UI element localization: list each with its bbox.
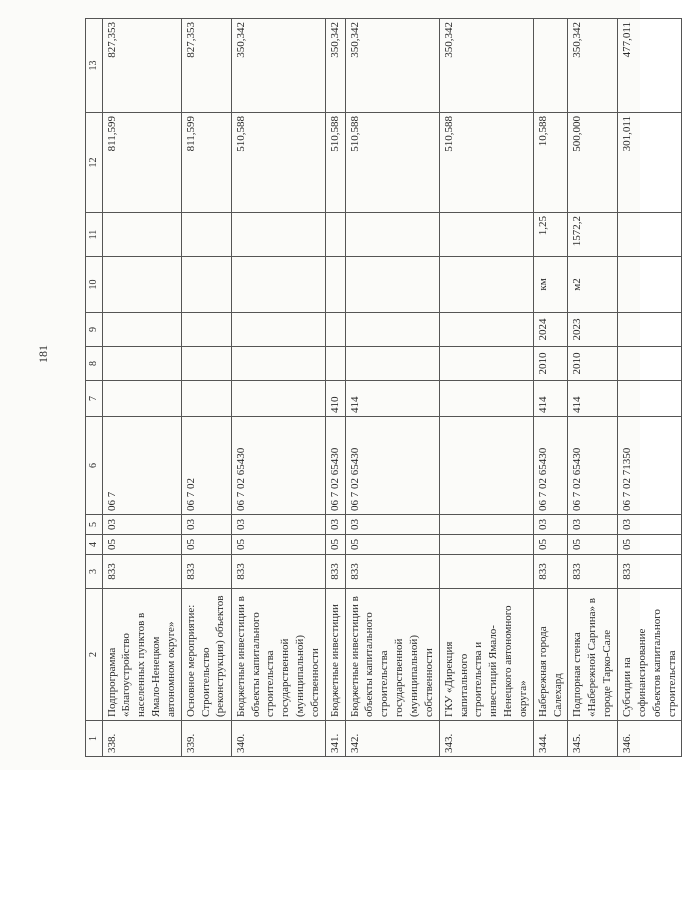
col-header: 5 (86, 515, 103, 535)
cell-col-9 (181, 313, 231, 347)
cell-col-6: 06 7 02 71350 (617, 417, 681, 515)
row-number-cell: 342. (345, 721, 439, 757)
cell-col-8 (181, 347, 231, 381)
cell-col-5: 03 (102, 515, 181, 535)
row-number-cell: 345. (568, 721, 618, 757)
col-header: 6 (86, 417, 103, 515)
table-row (533, 19, 568, 757)
cell-col-12: 10,588 (533, 113, 568, 213)
table-row (439, 19, 533, 757)
row-name-cell: Субсидии на софинансирование объектов капитального строительства (617, 589, 681, 721)
row-number-cell: 343. (439, 721, 533, 757)
cell-col-11: 1572,2 (568, 213, 618, 257)
col-header: 10 (86, 257, 103, 313)
cell-col-9 (325, 313, 345, 347)
cell-col-6: 06 7 02 65430 (345, 417, 439, 515)
col-header: 12 (86, 113, 103, 213)
table-row (181, 19, 231, 757)
cell-col-4: 05 (325, 535, 345, 555)
row-number-cell: 340. (231, 721, 325, 757)
cell-col-11 (345, 213, 439, 257)
cell-col-12: 301,011 (617, 113, 681, 213)
cell-col-5: 03 (533, 515, 568, 535)
cell-col-9 (345, 313, 439, 347)
row-number-cell: 346. (617, 721, 681, 757)
cell-col-7 (181, 381, 231, 417)
cell-col-5: 03 (325, 515, 345, 535)
cell-col-12: 510,588 (231, 113, 325, 213)
col-header: 3 (86, 555, 103, 589)
col-header: 9 (86, 313, 103, 347)
cell-col-7: 414 (345, 381, 439, 417)
cell-col-9 (231, 313, 325, 347)
cell-col-6: 06 7 02 (181, 417, 231, 515)
cell-col-9 (617, 313, 681, 347)
budget-table (85, 18, 682, 757)
cell-col-13: 477,011 (617, 19, 681, 113)
cell-col-6: 06 7 02 65430 (231, 417, 325, 515)
table-row (325, 19, 345, 757)
cell-col-3: 833 (617, 555, 681, 589)
col-header: 4 (86, 535, 103, 555)
cell-col-8 (231, 347, 325, 381)
row-name-cell: Набережная города Салехард (533, 589, 568, 721)
cell-col-11 (102, 213, 181, 257)
table-row (345, 19, 439, 757)
cell-col-9: 2023 (568, 313, 618, 347)
cell-col-3: 833 (325, 555, 345, 589)
cell-col-6: 06 7 02 65430 (325, 417, 345, 515)
row-name-cell: Подпорная стенка «Набережной Саргина» в городе Тарко-Сале (568, 589, 618, 721)
cell-col-6: 06 7 02 65430 (568, 417, 618, 515)
cell-col-13 (533, 19, 568, 113)
cell-col-9 (439, 313, 533, 347)
row-number-cell: 338. (102, 721, 181, 757)
cell-col-13: 827,353 (102, 19, 181, 113)
cell-col-8 (439, 347, 533, 381)
cell-col-11 (617, 213, 681, 257)
cell-col-10: м2 (568, 257, 618, 313)
cell-col-8 (102, 347, 181, 381)
cell-col-11: 1,25 (533, 213, 568, 257)
col-header: 13 (86, 19, 103, 113)
table-row (568, 19, 618, 757)
cell-col-13: 350,342 (568, 19, 618, 113)
cell-col-11 (181, 213, 231, 257)
cell-col-10 (102, 257, 181, 313)
row-number-cell: 341. (325, 721, 345, 757)
cell-col-11 (325, 213, 345, 257)
table-row (617, 19, 681, 757)
col-header: 2 (86, 589, 103, 721)
cell-col-4: 05 (102, 535, 181, 555)
row-name-cell: Бюджетные инвестиции в объекты капитального строительства государственной (муниципальной) собственности (231, 589, 325, 721)
cell-col-12: 510,588 (439, 113, 533, 213)
cell-col-9 (102, 313, 181, 347)
cell-col-13: 350,342 (325, 19, 345, 113)
cell-col-3: 833 (345, 555, 439, 589)
table-row (102, 19, 181, 757)
cell-col-4: 05 (345, 535, 439, 555)
cell-col-8 (325, 347, 345, 381)
cell-col-4: 05 (533, 535, 568, 555)
row-name-cell: ГКУ «Дирекция капитального строительства и инвестиций Ямало-Ненецкого автономного округа» (439, 589, 533, 721)
cell-col-11 (439, 213, 533, 257)
cell-col-5 (439, 515, 533, 535)
cell-col-7: 414 (568, 381, 618, 417)
cell-col-3: 833 (231, 555, 325, 589)
cell-col-13: 350,342 (231, 19, 325, 113)
cell-col-7 (439, 381, 533, 417)
header-row (86, 19, 103, 757)
cell-col-3 (439, 555, 533, 589)
cell-col-7: 410 (325, 381, 345, 417)
cell-col-5: 03 (231, 515, 325, 535)
cell-col-3: 833 (102, 555, 181, 589)
cell-col-10 (325, 257, 345, 313)
row-name-cell: Основное мероприятие: Строительство (реконструкция) объектов (181, 589, 231, 721)
col-header: 7 (86, 381, 103, 417)
cell-col-12: 811,599 (102, 113, 181, 213)
col-header: 1 (86, 721, 103, 757)
cell-col-6: 06 7 02 65430 (533, 417, 568, 515)
cell-col-12: 510,588 (345, 113, 439, 213)
cell-col-8: 2010 (533, 347, 568, 381)
cell-col-8 (617, 347, 681, 381)
cell-col-4: 05 (568, 535, 618, 555)
cell-col-12: 811,599 (181, 113, 231, 213)
cell-col-5: 03 (568, 515, 618, 535)
cell-col-7 (102, 381, 181, 417)
cell-col-9: 2024 (533, 313, 568, 347)
page-number: 181 (36, 345, 50, 363)
cell-col-3: 833 (568, 555, 618, 589)
cell-col-10 (439, 257, 533, 313)
row-name-cell: Бюджетные инвестиции (325, 589, 345, 721)
cell-col-5: 03 (345, 515, 439, 535)
cell-col-7 (617, 381, 681, 417)
cell-col-6 (439, 417, 533, 515)
cell-col-13: 827,353 (181, 19, 231, 113)
cell-col-3: 833 (533, 555, 568, 589)
cell-col-10: км (533, 257, 568, 313)
cell-col-8: 2010 (568, 347, 618, 381)
cell-col-12: 500,000 (568, 113, 618, 213)
cell-col-13: 350,342 (345, 19, 439, 113)
row-name-cell: Подпрограмма «Благоустройство населенных пунктов в Ямало-Ненецком автономном округе» (102, 589, 181, 721)
cell-col-10 (181, 257, 231, 313)
cell-col-4: 05 (181, 535, 231, 555)
cell-col-7 (231, 381, 325, 417)
cell-col-5: 03 (181, 515, 231, 535)
cell-col-4 (439, 535, 533, 555)
cell-col-12: 510,588 (325, 113, 345, 213)
cell-col-4: 05 (231, 535, 325, 555)
col-header: 11 (86, 213, 103, 257)
row-number-cell: 339. (181, 721, 231, 757)
cell-col-4: 05 (617, 535, 681, 555)
cell-col-6: 06 7 (102, 417, 181, 515)
col-header: 8 (86, 347, 103, 381)
cell-col-8 (345, 347, 439, 381)
cell-col-5: 03 (617, 515, 681, 535)
cell-col-10 (617, 257, 681, 313)
row-number-cell: 344. (533, 721, 568, 757)
cell-col-11 (231, 213, 325, 257)
cell-col-10 (231, 257, 325, 313)
row-name-cell: Бюджетные инвестиции в объекты капитального строительства государственной (муниципальной) собственности (345, 589, 439, 721)
cell-col-3: 833 (181, 555, 231, 589)
cell-col-7: 414 (533, 381, 568, 417)
cell-col-13: 350,342 (439, 19, 533, 113)
cell-col-10 (345, 257, 439, 313)
rotated-table-wrapper (85, 19, 678, 757)
table-row (231, 19, 325, 757)
